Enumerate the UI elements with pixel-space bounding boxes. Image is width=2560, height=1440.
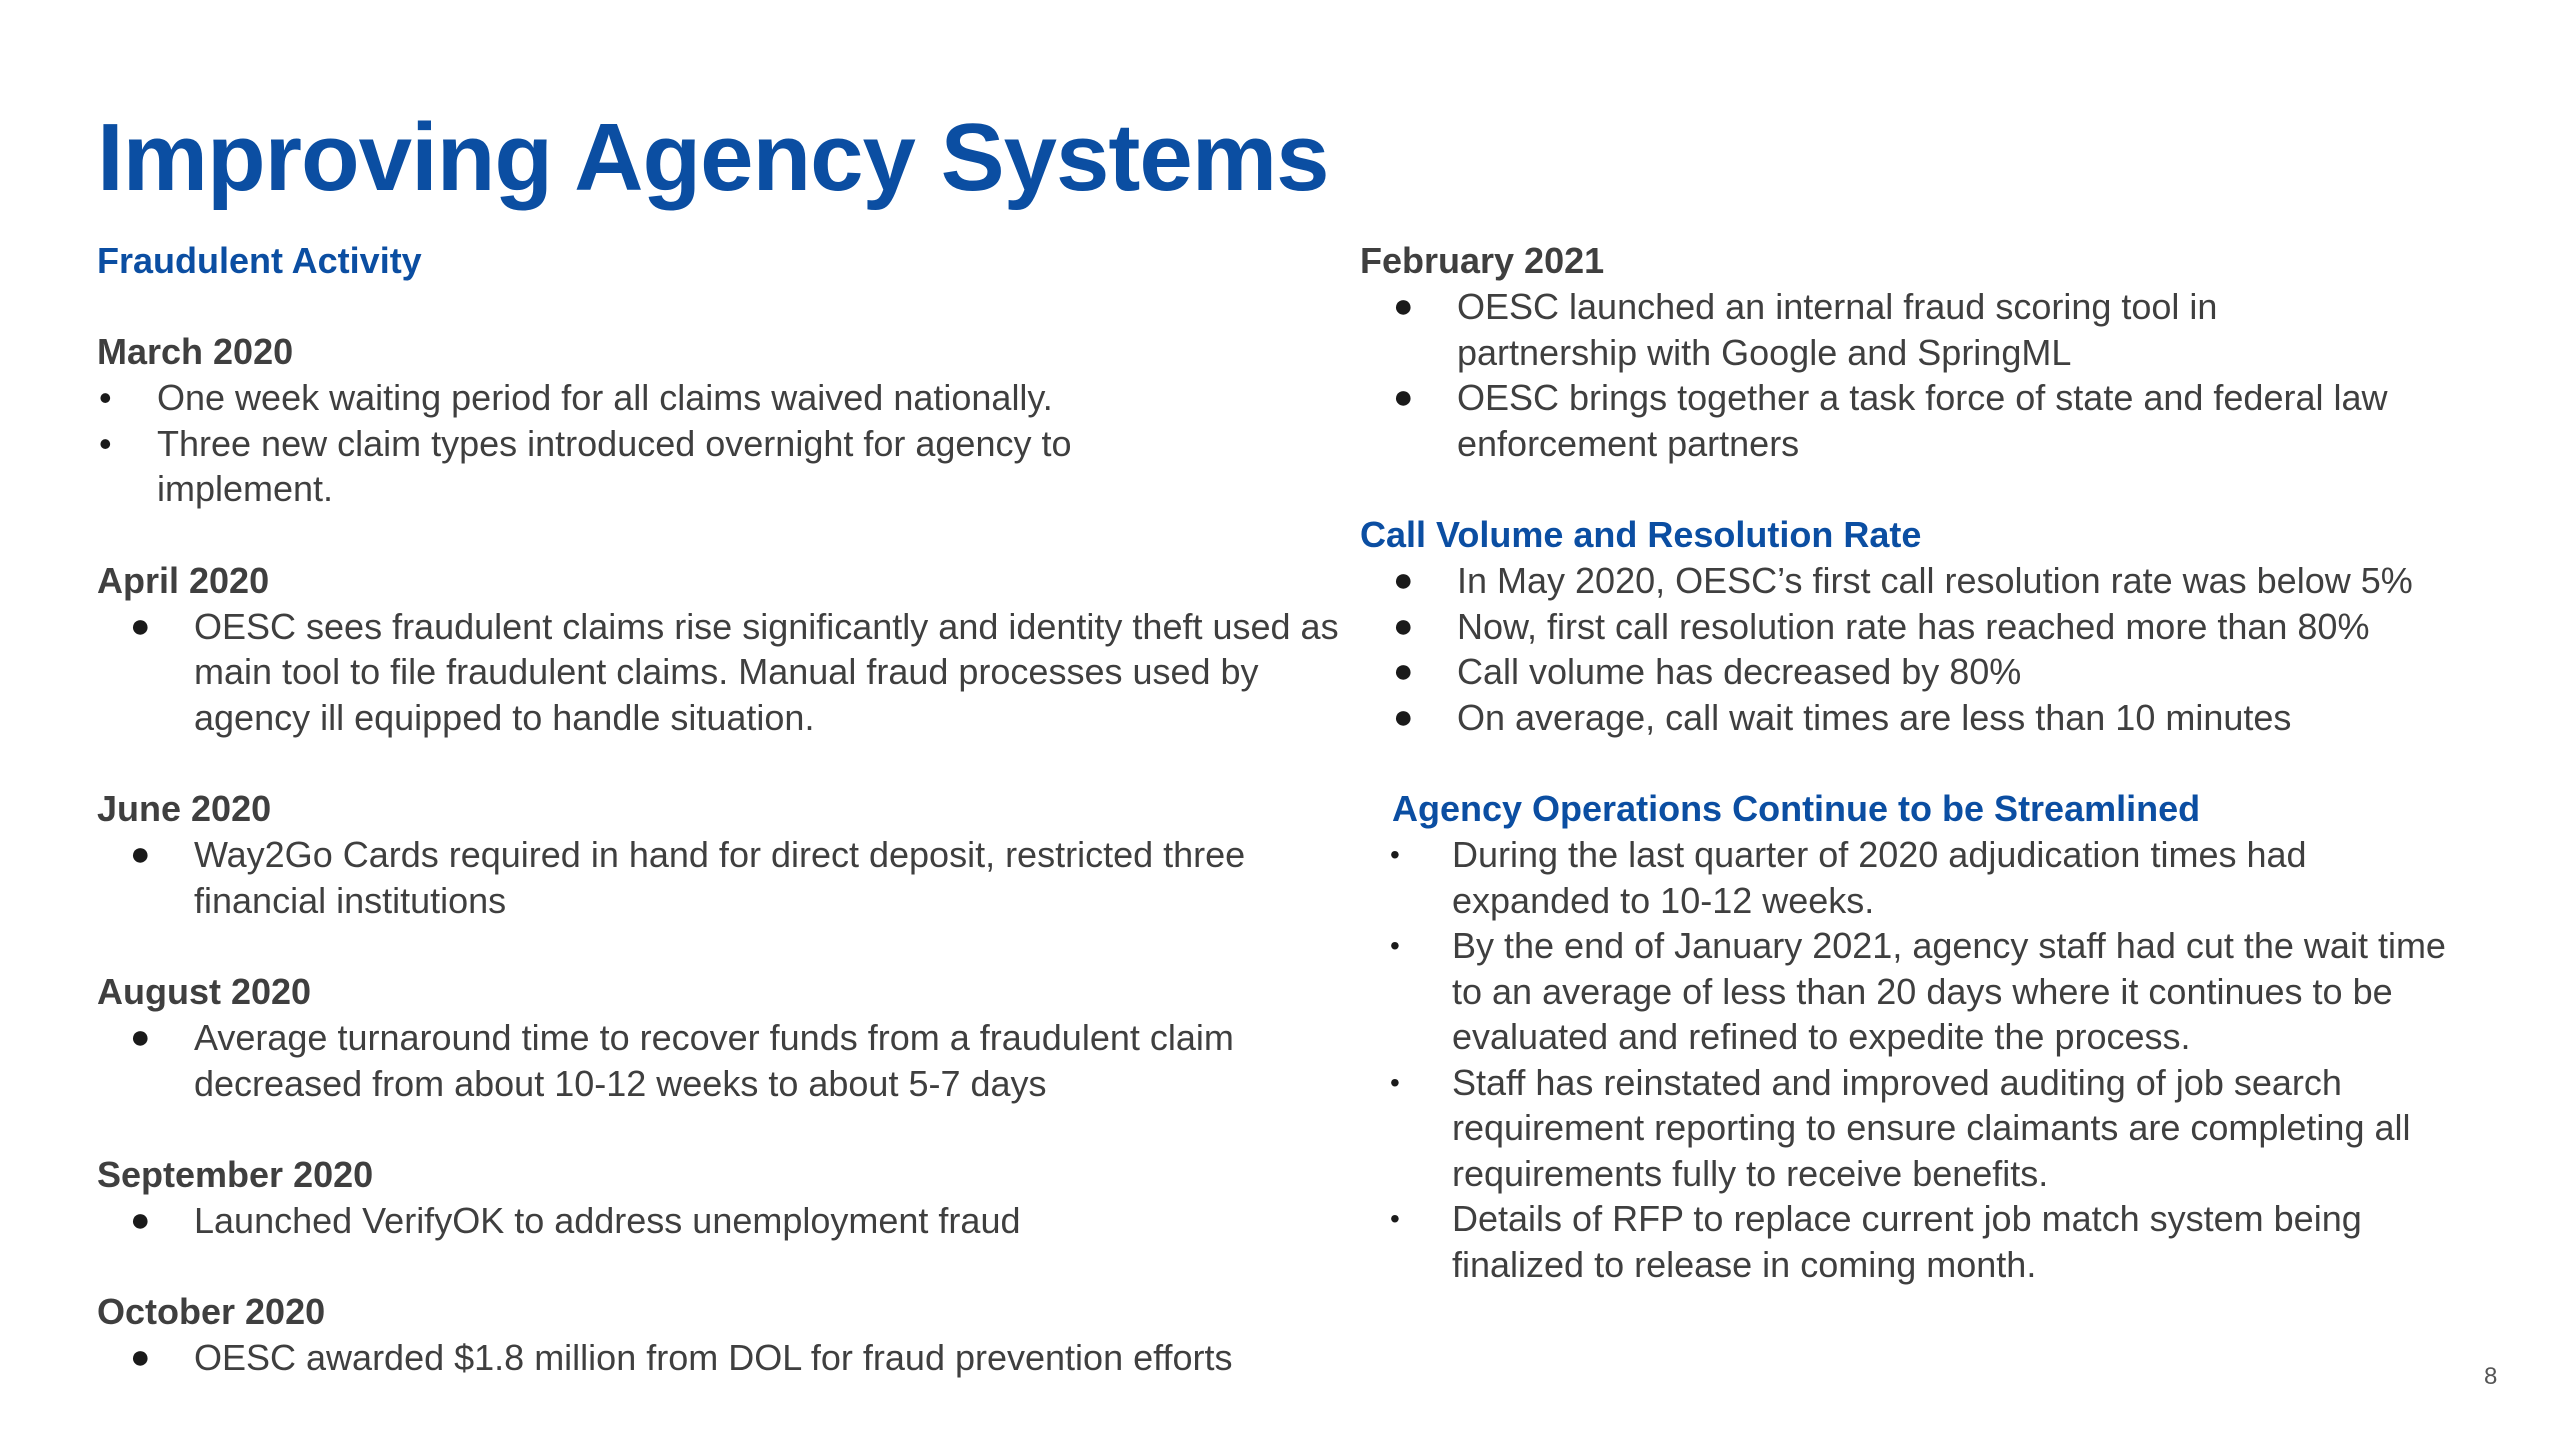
list-item-text: Staff has reinstated and improved auditing of job search requirement reporting to ensure claimants are completing all requirements fully to receive benefits. — [1452, 1061, 2411, 1194]
list-item — [1360, 375, 2477, 466]
period-heading: September 2020 — [97, 1154, 374, 1195]
bullet-icon: ● — [1393, 378, 1414, 416]
list-item — [1360, 695, 2470, 741]
list-item-text: Details of RFP to replace current job match system being finalized to release in coming month. — [1452, 1198, 2362, 1285]
bullet-list — [1360, 284, 2470, 466]
section-heading-agency-operations: Agency Operations Continue to be Streamlined — [1392, 788, 2201, 829]
page-title: Improving Agency Systems — [97, 104, 1329, 211]
list-item — [97, 832, 1314, 923]
page-number: 8 — [2484, 1363, 2498, 1390]
bullet-list — [1360, 832, 2470, 1287]
period-heading: April 2020 — [97, 559, 270, 601]
list-item — [97, 421, 1237, 512]
list-item — [1360, 604, 2457, 650]
list-item-text: Now, first call resolution rate has reached more than 80% — [1457, 605, 2370, 647]
bullet-icon: • — [1390, 1203, 1400, 1234]
bullet-icon: • — [1390, 1066, 1400, 1098]
bullet-icon: ● — [130, 1201, 151, 1239]
list-item-text: Call volume has decreased by 80% — [1457, 651, 2022, 692]
timeline-block-march-2020 — [97, 329, 1297, 512]
bullet-icon: ● — [1393, 606, 1414, 645]
section-heading-fraudulent-activity: Fraudulent Activity — [97, 240, 422, 281]
list-item — [1360, 649, 2470, 695]
list-item — [97, 1015, 1314, 1106]
bullet-list — [97, 1015, 1297, 1106]
list-item — [97, 375, 1297, 421]
bullet-icon: ● — [130, 1018, 151, 1056]
list-item — [97, 1198, 1297, 1244]
list-item — [1360, 1196, 2402, 1287]
list-item — [1360, 284, 2377, 375]
list-item — [1360, 832, 2452, 923]
bullet-icon: • — [1390, 839, 1400, 870]
bullet-list — [97, 1335, 1297, 1381]
bullet-list — [97, 1198, 1297, 1244]
timeline-block-february-2021 — [1360, 238, 2470, 466]
bullet-list — [97, 375, 1297, 512]
list-item-text: Three new claim types introduced overnight for agency to implement. — [157, 422, 1072, 509]
timeline-block-september-2020 — [97, 1152, 1297, 1244]
list-item — [1360, 1060, 2492, 1197]
timeline-block-august-2020 — [97, 969, 1297, 1106]
list-item-text: One week waiting period for all claims waived nationally. — [157, 377, 1053, 418]
bullet-icon: • — [99, 377, 112, 418]
timeline-block-april-2020 — [97, 558, 1339, 741]
list-item-text: Way2Go Cards required in hand for direct deposit, restricted three financial institutions — [194, 834, 1246, 921]
list-item-text: OESC brings together a task force of state and federal law enforcement partners — [1457, 377, 2388, 464]
left-column — [97, 238, 1339, 1380]
timeline-block-october-2020 — [97, 1289, 1297, 1381]
bullet-icon: ● — [1393, 561, 1414, 599]
period-heading: February 2021 — [1360, 240, 1605, 281]
list-item-text: By the end of January 2021, agency staff had cut the wait time to an average of less than 20 days where it continues to be evaluated and refined to expedite the process. — [1452, 925, 2446, 1057]
list-item-text: OESC awarded $1.8 million from DOL for fraud prevention efforts — [194, 1336, 1233, 1378]
bullet-list — [97, 604, 1339, 741]
bullet-icon: ● — [1393, 287, 1414, 325]
bullet-list — [1360, 558, 2470, 740]
list-item-text: Average turnaround time to recover funds from a fraudulent claim decreased from about 10-12 weeks to about 5-7 days — [194, 1017, 1234, 1104]
bullet-icon: • — [99, 422, 112, 464]
section-agency-operations — [1360, 786, 2470, 1287]
list-item-text: OESC launched an internal fraud scoring tool in partnership with Google and SpringML — [1457, 286, 2218, 373]
period-heading: October 2020 — [97, 1290, 326, 1332]
bullet-list — [97, 832, 1297, 923]
section-heading-call-volume: Call Volume and Resolution Rate — [1360, 514, 1922, 555]
list-item — [97, 604, 1354, 741]
list-item — [1360, 923, 2452, 1060]
period-heading: March 2020 — [97, 331, 294, 372]
period-heading: August 2020 — [97, 971, 312, 1012]
bullet-icon: ● — [130, 606, 151, 645]
bullet-icon: ● — [130, 1337, 151, 1376]
list-item — [97, 1335, 1304, 1381]
period-heading: June 2020 — [97, 788, 272, 829]
bullet-icon: ● — [1393, 652, 1414, 690]
bullet-icon: ● — [130, 835, 151, 873]
list-item-text: On average, call wait times are less than 10 minutes — [1457, 696, 2292, 738]
list-item-text: OESC sees fraudulent claims rise significantly and identity theft used as main tool to file fraudulent claims. Manual fraud processes used by agency ill equipped to handle situation. — [194, 605, 1339, 738]
list-item — [1360, 558, 2507, 604]
timeline-block-june-2020 — [97, 786, 1297, 923]
list-item-text: Launched VerifyOK to address unemployment fraud — [194, 1200, 1021, 1241]
list-item-text: During the last quarter of 2020 adjudication times had expanded to 10-12 weeks. — [1452, 834, 2307, 921]
right-column — [1360, 238, 2470, 1287]
bullet-icon: ● — [1393, 697, 1414, 736]
list-item-text: In May 2020, OESC’s first call resolution rate was below 5% — [1457, 560, 2413, 601]
section-call-volume — [1360, 512, 2470, 740]
bullet-icon: • — [1390, 930, 1400, 961]
